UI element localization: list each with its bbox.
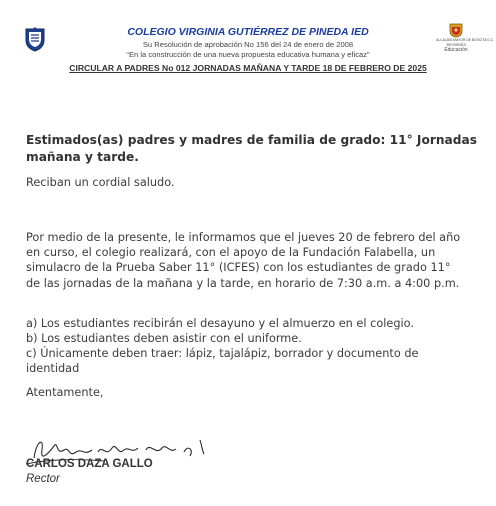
letter-body: Por medio de la presente, le informamos que el jueves 20 de febrero del año en curso, el colegio realizará, con el apoyo de la Fundación Falabella, un simulacro de la Prueba Saber 11° (ICFES) con los estudiantes de grado 11° de las jornadas de la mañana y la tarde, en horario de 7:30 a.m. a 4:00 p.m. bbox=[26, 231, 461, 290]
bogota-logo-line3: Educación bbox=[444, 47, 468, 53]
letter-greeting: Estimados(as) padres y madres de familia de grado: 11° Jornadas mañana y tarde. bbox=[26, 133, 477, 164]
bogota-emblem-icon bbox=[448, 22, 464, 38]
letter-salutation: Reciban un cordial saludo. bbox=[26, 176, 175, 189]
list-item: a) Los estudiantes recibirán el desayuno y el almuerzo en el colegio. bbox=[26, 317, 414, 330]
list-item: c) Únicamente deben traer: lápiz, tajalápiz, borrador y documento de identidad bbox=[26, 347, 419, 376]
resolution-line: Su Resolución de aprobación No 156 del 24 de enero de 2008 bbox=[142, 40, 354, 49]
bogota-logo-line1: ALCALDÍA MAYOR DE BOGOTÁ D.C. bbox=[436, 38, 495, 42]
list-item: b) Los estudiantes deben asistir con el uniforme. bbox=[26, 332, 302, 345]
letterhead bbox=[0, 0, 496, 80]
letter-closing: Atentamente, bbox=[26, 386, 104, 399]
school-name: COLEGIO VIRGINIA GUTIÉRREZ DE PINEDA IED bbox=[127, 26, 369, 38]
bogota-logo-line2: Secretaría bbox=[446, 42, 466, 47]
bogota-logo bbox=[436, 22, 495, 74]
signer-name: CARLOS DAZA GALLO bbox=[26, 458, 153, 470]
motto-line: “En la construcción de una nueva propuesta educativa humana y eficaz” bbox=[126, 50, 370, 59]
circular-title: CIRCULAR A PADRES No 012 JORNADAS MAÑANA Y TARDE 18 DE FEBRERO DE 2025 bbox=[69, 63, 427, 73]
signer-role: Rector bbox=[26, 473, 60, 485]
